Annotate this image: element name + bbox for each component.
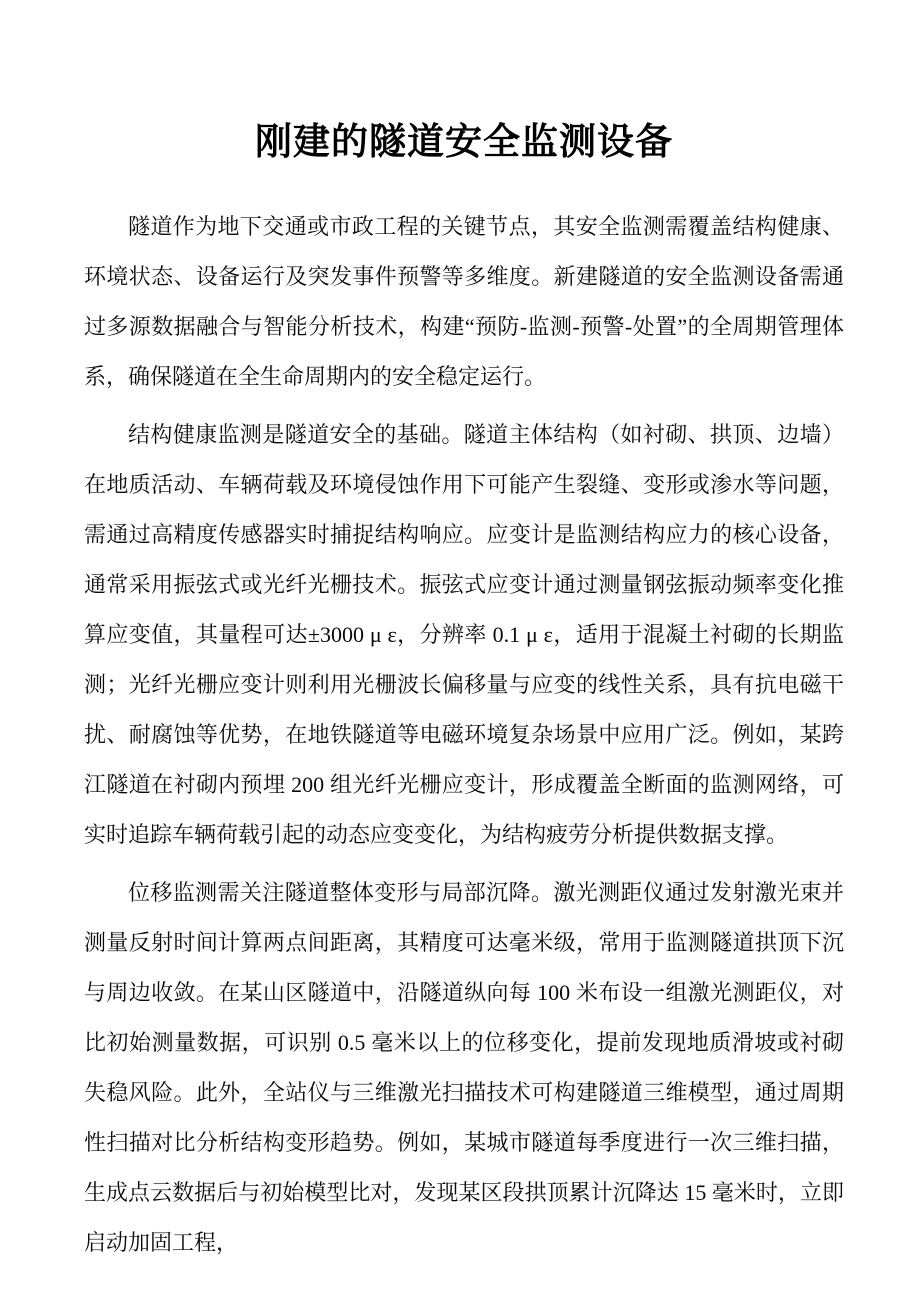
paragraph-displacement-monitoring: 位移监测需关注隧道整体变形与局部沉降。激光测距仪通过发射激光束并测量反射时间计算两点间距离，其精度可达毫米级，常用于监测隧道拱顶下沉与周边收敛。在某山区隧道中，沿隧道纵向每 100 米布设一组激光测距仪，对比初始测量数据，可识别 0.5 毫米以上的位移变化，提前发现地质滑坡或衬砌失稳风险。此外，全站仪与三维激光扫描技术可构建隧道三维模型，通过周期性扫描对比分析结构变形趋势。例如，某城市隧道每季度进行一次三维扫描，生成点云数据后与初始模型比对，发现某区段拱顶累计沉降达 15 毫米时，立即启动加固工程， — [84, 880, 844, 1255]
document-title: 刚建的隧道安全监测设备 — [255, 121, 673, 162]
paragraph-structural-health-monitoring: 结构健康监测是隧道安全的基础。隧道主体结构（如衬砌、拱顶、边墙）在地质活动、车辆荷载及环境侵蚀作用下可能产生裂缝、变形或渗水等问题，需通过高精度传感器实时捕捉结构响应。应变计是监测结构应力的核心设备，通常采用振弦式或光纤光栅技术。振弦式应变计通过测量钢弦振动频率变化推算应变值，其量程可达±3000 μ ε，分辨率 0.1 μ ε，适用于混凝土衬砌的长期监测；光纤光栅应变计则利用光栅波长偏移量与应变的线性关系，具有抗电磁干扰、耐腐蚀等优势，在地铁隧道等电磁环境复杂场景中应用广泛。例如，某跨江隧道在衬砌内预埋 200 组光纤光栅应变计，形成覆盖全断面的监测网络，可实时追踪车辆荷载引起的动态应变变化，为结构疲劳分析提供数据支撑。 — [84, 422, 844, 847]
document-body — [84, 202, 844, 1268]
paragraph-intro: 隧道作为地下交通或市政工程的关键节点，其安全监测需覆盖结构健康、环境状态、设备运行及突发事件预警等多维度。新建隧道的安全监测设备需通过多源数据融合与智能分析技术，构建“预防-监测-预警-处置”的全周期管理体系，确保隧道在全生命周期内的安全稳定运行。 — [84, 214, 844, 389]
